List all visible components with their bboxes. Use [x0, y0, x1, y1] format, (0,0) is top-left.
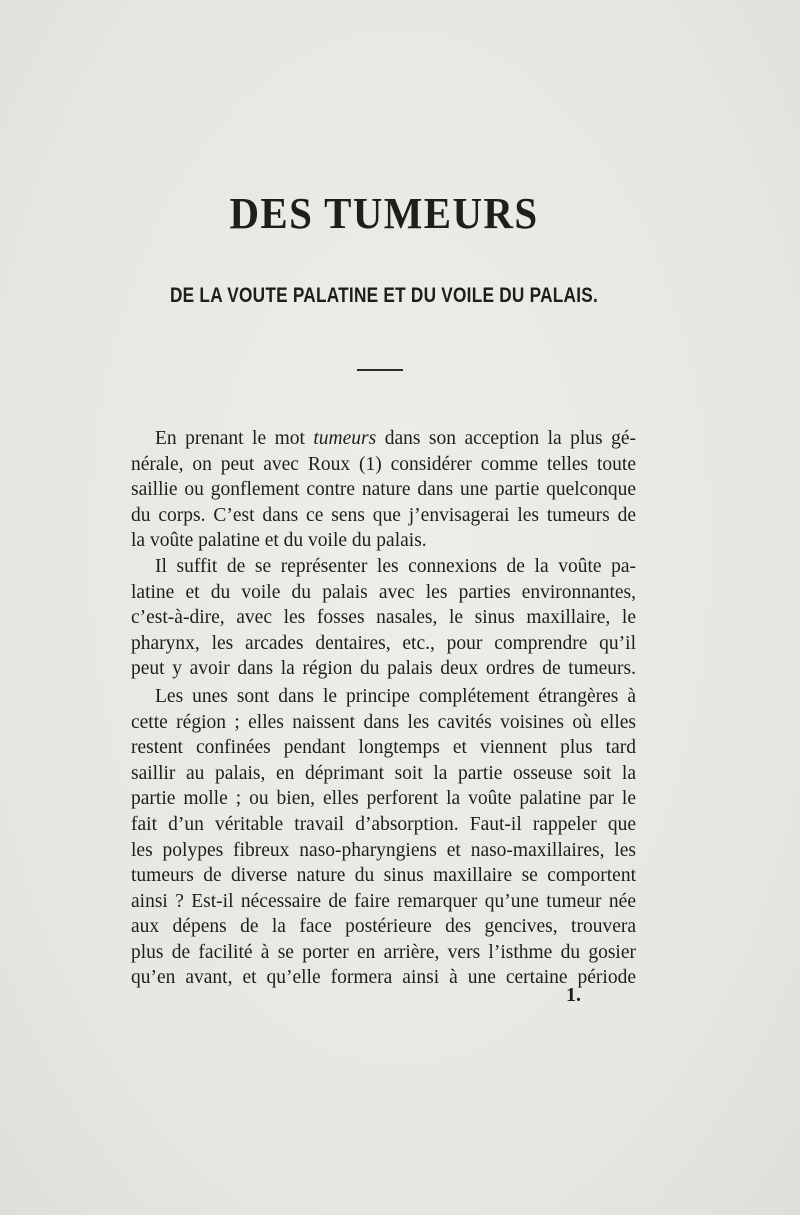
text-line: aux dépens de la face postérieure des gencives, trouvera	[131, 916, 636, 938]
italic-term: tumeurs	[313, 428, 377, 449]
text-line: latine et du voile du palais avec les parties environnantes,	[131, 581, 636, 603]
text-line: saillir au palais, en déprimant soit la partie osseuse soit la	[131, 762, 636, 784]
text-line: la voûte palatine et du voile du palais.	[131, 530, 427, 552]
page-title: DES TUMEURS	[229, 189, 539, 238]
text-line: cette région ; elles naissent dans les cavités voisines où elles	[131, 711, 636, 733]
text-line: saillie ou gonflement contre nature dans une partie quelconque	[131, 479, 636, 501]
text-line: Il suffit de se représenter les connexions de la voûte pa-	[155, 555, 636, 577]
body-text	[131, 426, 636, 991]
text-line: nérale, on peut avec Roux (1) considérer comme telles toute	[131, 453, 636, 475]
text-line: restent confinées pendant longtemps et viennent plus tard	[131, 737, 636, 759]
text-line: fait d’un véritable travail d’absorption. Faut-il rappeler que	[131, 813, 636, 835]
page-subtitle: DE LA VOUTE PALATINE ET DU VOILE DU PALAIS.	[169, 284, 599, 307]
text-line: tumeurs de diverse nature du sinus maxillaire se comportent	[131, 865, 636, 887]
text-line: pharynx, les arcades dentaires, etc., pour comprendre qu’il	[131, 632, 636, 654]
page-number: 1.	[566, 984, 581, 1006]
text-line: Les unes sont dans le principe complétement étrangères à	[155, 685, 636, 707]
text-line: les polypes fibreux naso-pharyngiens et naso-maxillaires, les	[131, 839, 636, 861]
text-line: ainsi ? Est-il nécessaire de faire remarquer qu’une tumeur née	[131, 890, 636, 912]
text-line: qu’en avant, et qu’elle formera ainsi à une certaine période	[131, 967, 636, 989]
text-line: En prenant le mot tumeurs dans son acception la plus gé-	[155, 428, 637, 449]
text-line: peut y avoir dans la région du palais deux ordres de tumeurs.	[131, 658, 636, 680]
text-line: partie molle ; ou bien, elles perforent la voûte palatine par le	[131, 788, 636, 810]
text-line: c’est-à-dire, avec les fosses nasales, le sinus maxillaire, le	[131, 607, 636, 629]
title-divider	[357, 369, 403, 371]
text-line: du corps. C’est dans ce sens que j’envisagerai les tumeurs de	[131, 504, 636, 526]
text-line: plus de facilité à se porter en arrière, vers l’isthme du gosier	[131, 941, 636, 963]
